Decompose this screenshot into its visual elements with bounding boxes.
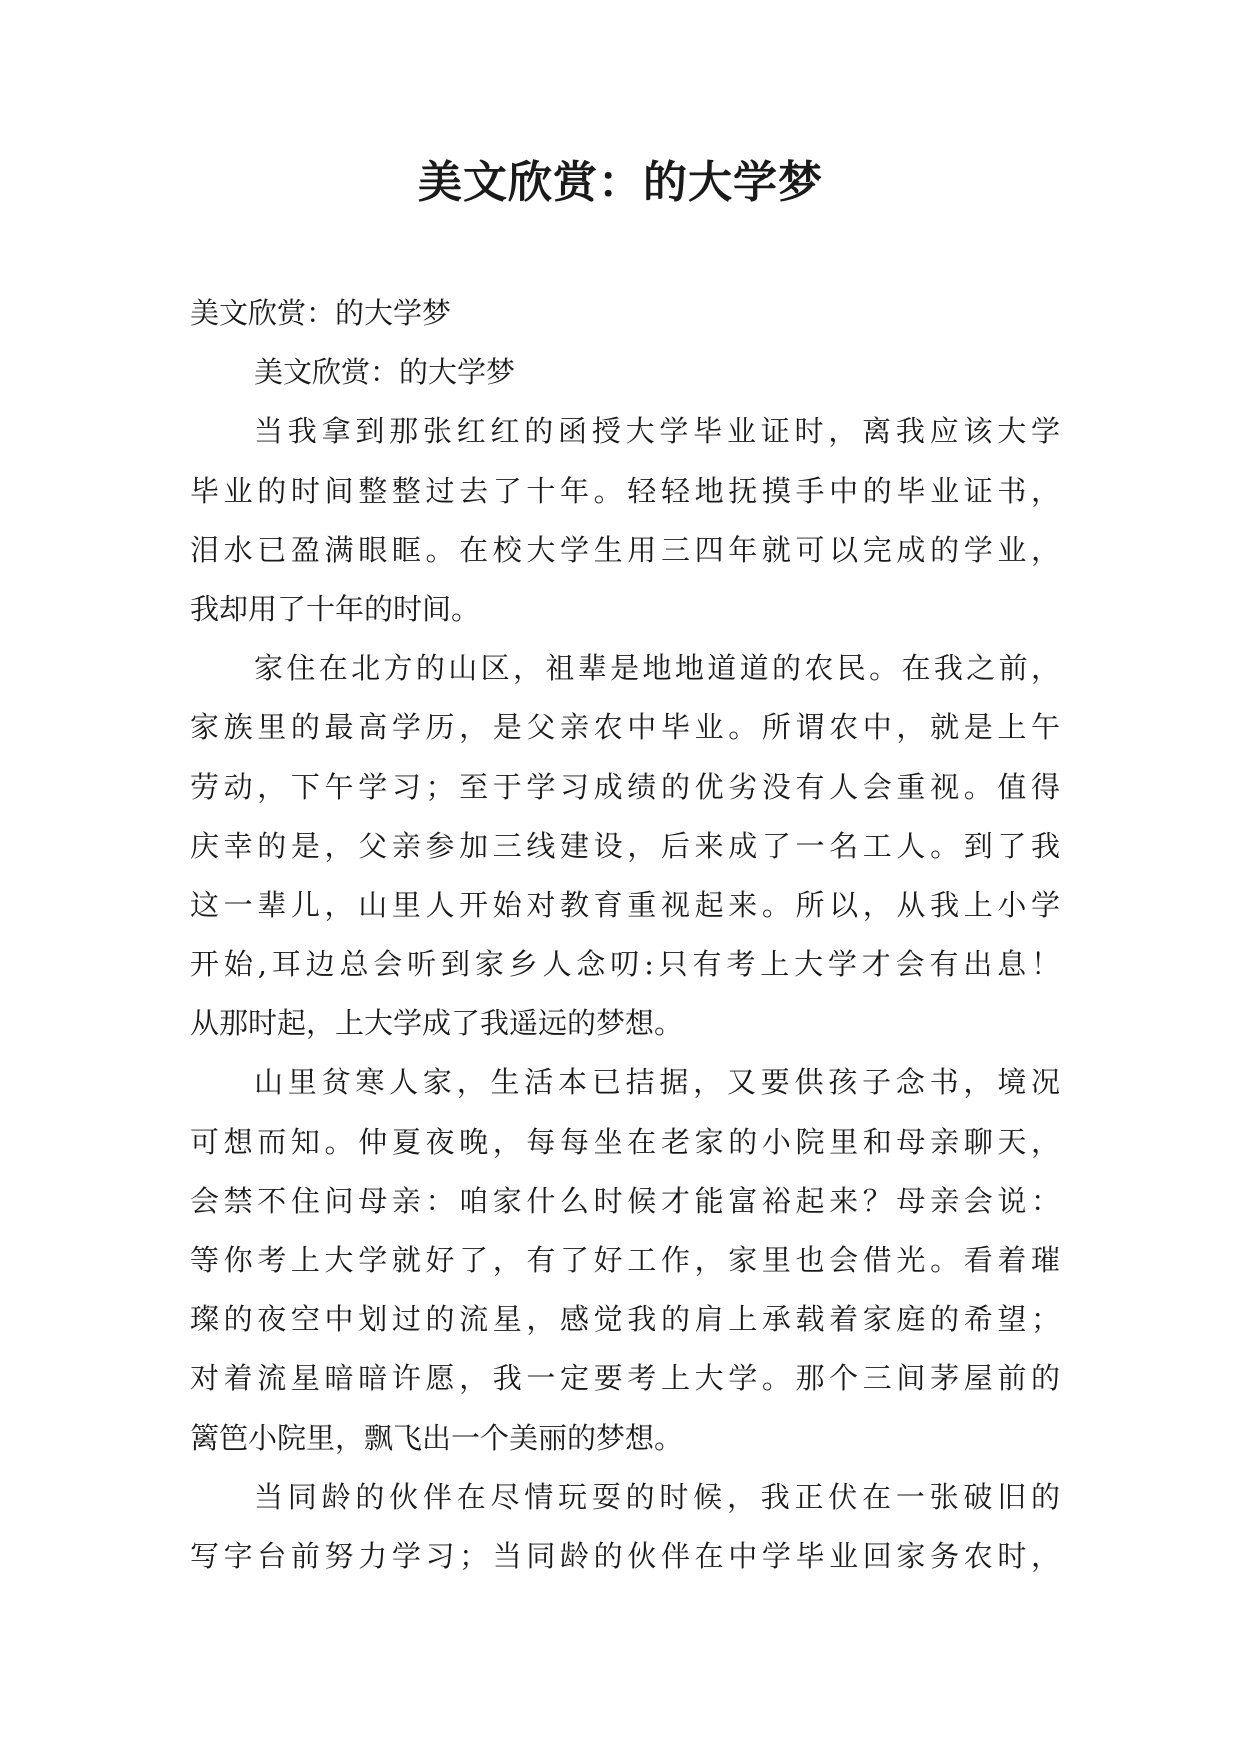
text-line: 会禁不住问母亲：咱家什么时候才能富裕起来？母亲会说： <box>190 1183 1060 1218</box>
document-title: 美文欣赏：的大学梦 <box>418 157 823 208</box>
text-line: 家族里的最高学历，是父亲农中毕业。所谓农中，就是上午 <box>190 710 1060 745</box>
text-line: 璨的夜空中划过的流星，感觉我的肩上承载着家庭的希望； <box>190 1302 1060 1337</box>
text-line: 家住在北方的山区，祖辈是地地道道的农民。在我之前， <box>254 651 1060 686</box>
text-line: 我却用了十年的时间。 <box>190 591 481 626</box>
text-line: 篱笆小院里，飘飞出一个美丽的梦想。 <box>190 1420 684 1455</box>
text-line: 劳动，下午学习；至于学习成绩的优劣没有人会重视。值得 <box>190 769 1060 804</box>
text-line: 写字台前努力学习；当同龄的伙伴在中学毕业回家务农时， <box>190 1538 1060 1573</box>
text-line: 等你考上大学就好了，有了好工作，家里也会借光。看着璀 <box>190 1243 1060 1277</box>
text-line: 开始,耳边总会听到家乡人念叨:只有考上大学才会有出息！ <box>190 947 1060 982</box>
text-line: 这一辈儿，山里人开始对教育重视起来。所以，从我上小学 <box>190 887 1060 922</box>
text-line: 毕业的时间整整过去了十年。轻轻地抚摸手中的毕业证书， <box>190 473 1060 508</box>
text-line: 当我拿到那张红红的函授大学毕业证时，离我应该大学 <box>254 414 1060 449</box>
text-line: 美文欣赏：的大学梦 <box>190 296 452 330</box>
document-body <box>190 284 1060 1586</box>
text-line: 对着流星暗暗许愿，我一定要考上大学。那个三间茅屋前的 <box>190 1361 1060 1396</box>
text-line: 美文欣赏：的大学梦 <box>254 355 516 390</box>
text-line: 山里贫寒人家，生活本已拮据，又要供孩子念书，境况 <box>254 1065 1060 1100</box>
text-line: 庆幸的是，父亲参加三线建设，后来成了一名工人。到了我 <box>190 828 1060 863</box>
text-line: 可想而知。仲夏夜晚，每每坐在老家的小院里和母亲聊天， <box>190 1124 1060 1159</box>
text-line: 从那时起，上大学成了我遥远的梦想。 <box>190 1006 684 1041</box>
text-line: 泪水已盈满眼眶。在校大学生用三四年就可以完成的学业， <box>190 532 1060 567</box>
text-line: 当同龄的伙伴在尽情玩耍的时候，我正伏在一张破旧的 <box>254 1479 1060 1514</box>
